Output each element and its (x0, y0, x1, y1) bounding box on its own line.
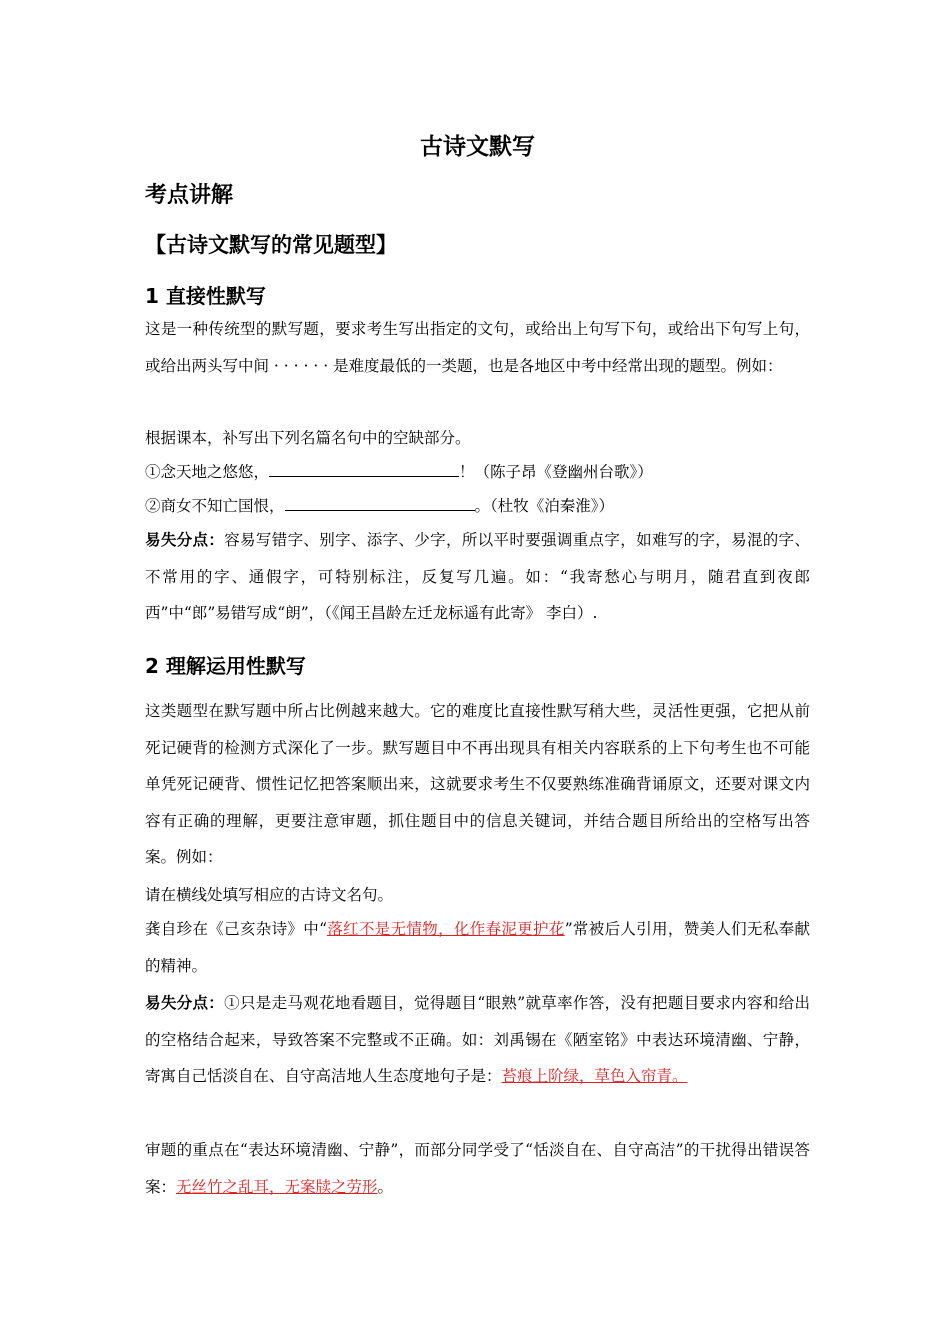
subsection-heading: 【古诗文默写的常见题型】 (145, 233, 397, 257)
part2-heading: 2 理解运用性默写 (145, 654, 306, 678)
part2-error-answer: 苔痕上阶绿，草色入帘青。 (501, 1067, 688, 1085)
part2-error-note (145, 985, 810, 1095)
item1-blank (269, 462, 459, 477)
part2-analysis (145, 1132, 810, 1205)
item1-text-before: ①念天地之悠悠， (145, 463, 270, 481)
analysis-end: 。 (377, 1177, 394, 1196)
part1-error-text: 容易写错字、别字、添字、少字，所以平时要强调重点字，如难写的字，易混的字、不常用的字、通假字，可特别标注，反复写几遍。如：“我寄愁心与明月，随君直到夜郎西”中“郎”易错写成“朗”，（《闻王昌龄左迁龙标遥有此寄》 李白）. (145, 531, 810, 622)
part2-error-label: 易失分点： (145, 994, 225, 1012)
part1-item2 (145, 494, 810, 518)
example-text-after: ”常被后人引用，赞美人们无私奉献的精神。 (145, 920, 810, 975)
part1-error-label: 易失分点： (145, 531, 225, 549)
part1-prompt: 根据课本，补写出下列名篇名句中的空缺部分。 (145, 429, 471, 447)
part1-intro: 这是一种传统型的默写题，要求考生写出指定的文句，或给出上句写下句，或给出下句写上句，或给出两头写中间 · · · · · · 是难度最低的一类题，也是各地区中考中经常出现的题型。例如： (145, 320, 810, 375)
example-text-before: 龚自珍在《己亥杂诗》中“ (145, 920, 327, 938)
example-answer: 落红不是无情物，化作春泥更护花 (327, 920, 565, 938)
item2-text-after: 。（杜牧《泊秦淮》） (474, 497, 615, 515)
part2-example (145, 911, 810, 984)
part1-heading: 1 直接性默写 (145, 284, 266, 308)
part1-item1 (145, 460, 810, 484)
part2-error-text: ①只是走马观花地看题目，觉得题目“眼熟”就草率作答，没有把题目要求内容和给出的空格结合起来，导致答案不完整或不正确。如：刘禹锡在《陋室铭》中表达环境清幽、宁静，寄寓自己恬淡自在、自守高洁地人生态度地句子是： (145, 994, 810, 1085)
item2-text-before: ②商女不知亡国恨， (145, 497, 285, 515)
analysis-text: 审题的重点在“表达环境清幽、宁静”，而部分同学受了“恬淡自在、自守高洁”的干扰得出错误答案： (145, 1141, 810, 1196)
item2-blank (285, 496, 475, 511)
section-heading: 考点讲解 (145, 183, 234, 208)
analysis-answer: 无丝竹之乱耳，无案牍之劳形 (176, 1177, 378, 1196)
part2-prompt: 请在横线处填写相应的古诗文名句。 (145, 886, 394, 904)
part2-intro: 这类题型在默写题中所占比例越来越大。它的难度比直接性默写稍大些，灵活性更强，它把从前死记硬背的检测方式深化了一步。默写题目中不再出现具有相关内容联系的上下句考生也不可能单凭死记硬背、惯性记忆把答案顺出来，这就要求考生不仅要熟练准确背诵原文，还要对课文内容有正确的理解，更要注意审题，抓住题目中的信息关键词，并结合题目所给出的空格写出答案。例如： (145, 702, 810, 866)
page-title: 古诗文默写 (420, 134, 535, 160)
item1-text-after: ！（陈子昂《登幽州台歌》） (459, 463, 653, 481)
part1-error-note (145, 522, 810, 632)
